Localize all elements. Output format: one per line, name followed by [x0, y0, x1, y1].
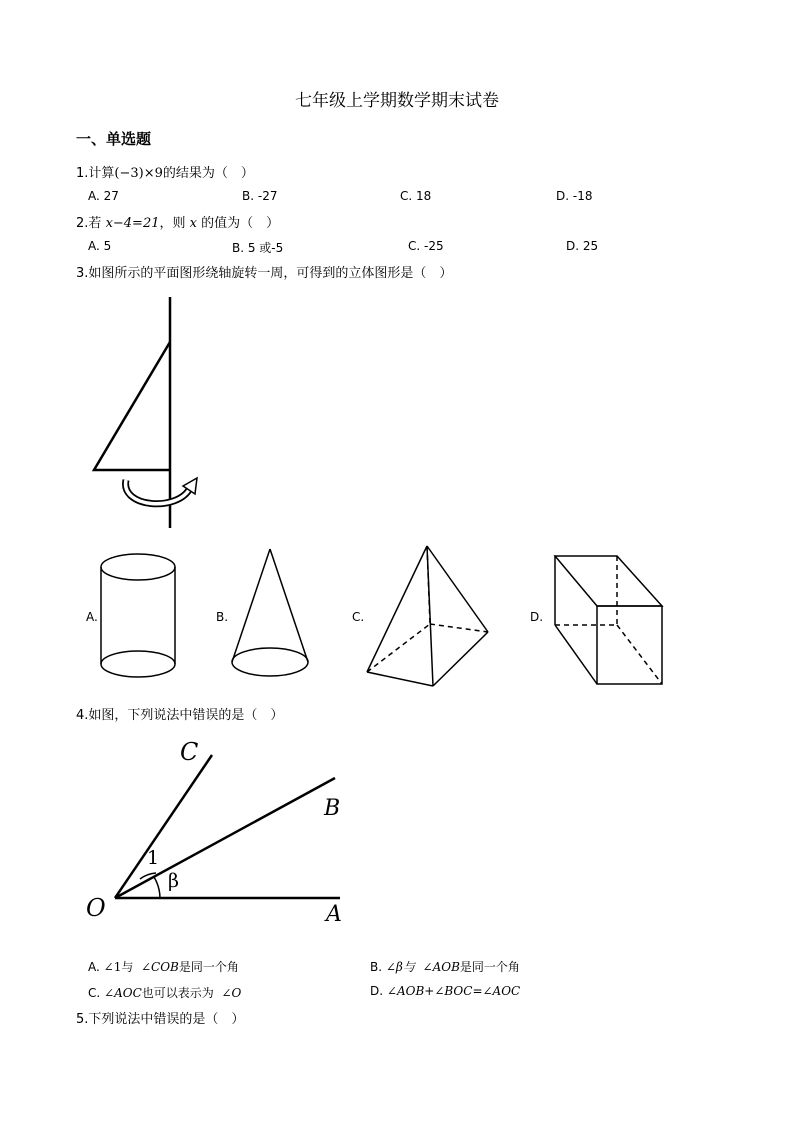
option-b[interactable]: B.: [216, 610, 229, 624]
label-beta: β: [168, 870, 179, 892]
question-text: ，则: [159, 216, 186, 231]
question-text: 的结果为（ ）: [162, 166, 254, 181]
math-expression: (−3)×9: [114, 166, 163, 181]
option-c[interactable]: C. 18: [400, 189, 432, 203]
option-d[interactable]: D. ∠AOB+∠BOC=∠AOC: [370, 984, 521, 998]
math-expression: x−4=21: [105, 216, 160, 231]
label-c: C: [180, 738, 199, 766]
question-4: 4.如图，下列说法中错误的是（ ）: [76, 708, 284, 723]
question-text: 的值为（ ）: [201, 216, 280, 231]
question-text: 计算: [88, 166, 115, 181]
option-b[interactable]: B. -27: [242, 189, 278, 203]
question-3: 3.如图所示的平面图形绕轴旋转一周，可得到的立体图形是（ ）: [76, 266, 453, 281]
label-angle-1: 1: [147, 847, 160, 869]
label-b: B: [324, 796, 341, 821]
variable: x: [189, 216, 197, 231]
page-title: 七年级上学期数学期末试卷: [295, 91, 499, 111]
option-b[interactable]: B. 5 或-5: [232, 241, 284, 255]
option-a[interactable]: A. 27: [88, 189, 119, 203]
option-d[interactable]: D. -18: [556, 189, 593, 203]
ray-ob: [115, 778, 335, 898]
option-c[interactable]: C. ∠AOC也可以表示为 ∠O: [88, 986, 242, 1000]
question-number: 2.: [76, 216, 89, 231]
label-a: A: [326, 902, 342, 927]
question-number: 1.: [76, 166, 89, 181]
section-heading: 一、单选题: [76, 130, 152, 148]
option-c[interactable]: C. -25: [408, 239, 444, 253]
angle-beta-arc: [154, 877, 160, 898]
option-d[interactable]: D. 25: [566, 239, 599, 253]
question-text: 若: [88, 216, 102, 231]
label-o: O: [86, 894, 106, 922]
option-b[interactable]: B. ∠β与 ∠AOB是同一个角: [370, 960, 520, 974]
option-a[interactable]: A. 5: [88, 239, 112, 253]
option-a[interactable]: A.: [86, 610, 98, 624]
option-a[interactable]: A. ∠1与 ∠COB是同一个角: [88, 960, 239, 974]
option-d[interactable]: D.: [530, 610, 544, 624]
option-c[interactable]: C.: [352, 610, 365, 624]
ray-oc: [115, 755, 212, 898]
question-5: 5.下列说法中错误的是（ ）: [76, 1012, 245, 1027]
